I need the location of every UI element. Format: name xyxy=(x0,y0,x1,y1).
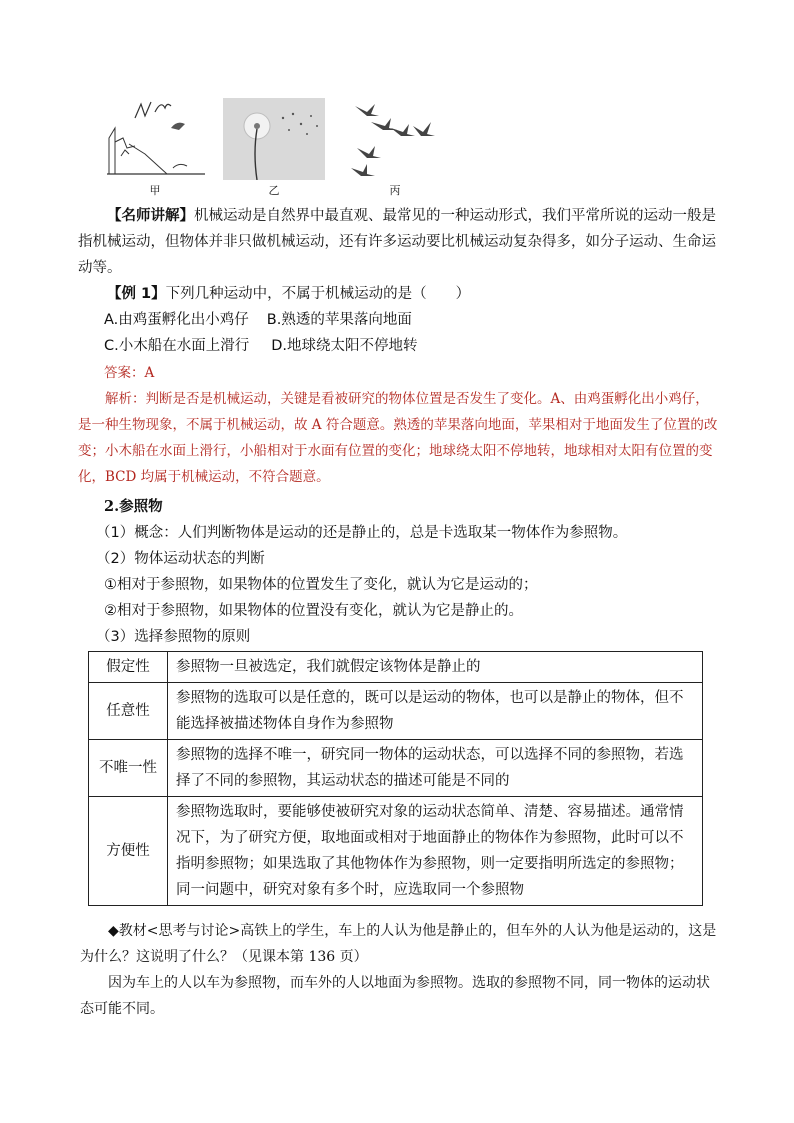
concept-item: （1）概念：人们判断物体是运动的还是静止的，总是卡选取某一物体作为参照物。 xyxy=(96,525,628,541)
table-value: 参照物的选择不唯一，研究同一物体的运动状态，可以选择不同的参照物，若选择了不同的参照物，其运动状态的描述可能是不同的 xyxy=(168,740,703,797)
example-question xyxy=(78,281,728,307)
table-key: 方便性 xyxy=(89,797,168,906)
teacher-explanation-text: 机械运动是自然界中最直观、最常见的一种运动形式，我们平常所说的运动一般是指机械运动，但物体并非只做机械运动，还有许多运动要比机械运动复杂得多，如分子运动、生命运动等。 xyxy=(78,208,716,276)
judgement-static: ②相对于参照物，如果物体的位置没有变化，就认为它是静止的。 xyxy=(104,603,523,619)
geese-flock-illustration xyxy=(345,98,445,180)
table-key: 不唯一性 xyxy=(89,740,168,797)
table-value: 参照物的选取可以是任意的，既可以是运动的物体，也可以是静止的物体，但不能选择被描述物体自身作为参照物 xyxy=(168,683,703,740)
principles-table xyxy=(88,651,703,906)
table-key: 任意性 xyxy=(89,683,168,740)
example-label: 【例 1】 xyxy=(107,286,166,302)
figure-bing xyxy=(345,98,445,197)
options-row-1 xyxy=(104,307,754,333)
section-heading: 2.参照物 xyxy=(104,498,163,515)
option-d: D.地球绕太阳不停地转 xyxy=(271,338,418,354)
teacher-explanation-paragraph xyxy=(78,203,728,281)
answer-line: 答案：A xyxy=(104,365,155,381)
analysis-paragraph: 解析：判断是否是机械运动，关键是看被研究的物体位置是否发生了变化。A、由鸡蛋孵化出小鸡仔，是一种生物现象，不属于机械运动，故 A 符合题意。熟透的苹果落向地面，苹果相对于地面发生了位置的改变；小木船在水面上滑行，小船相对于水面有位置的变化；地球绕太阳不停地转，地球相对太阳有位置的变化，BCD 均属于机械运动，不符合题意。 xyxy=(78,391,718,485)
figure-jia xyxy=(105,98,205,197)
caption-yi: 乙 xyxy=(268,184,280,197)
bird-flight-sequence-illustration xyxy=(105,98,205,180)
option-a: A.由鸡蛋孵化出小鸡仔 xyxy=(104,312,249,328)
textbook-question: ◆教材<思考与讨论>高铁上的学生，车上的人认为他是静止的，但车外的人认为他是运动的，这是为什么？这说明了什么？（见课本第 136 页） xyxy=(80,923,717,965)
table-value: 参照物一旦被选定，我们就假定该物体是静止的 xyxy=(168,652,703,683)
caption-jia: 甲 xyxy=(149,184,161,197)
options-row-2 xyxy=(104,333,754,359)
figure-yi xyxy=(223,98,325,197)
option-c: C.小木船在水面上滑行 xyxy=(104,338,250,354)
caption-bing: 丙 xyxy=(389,184,401,197)
table-row xyxy=(89,740,703,797)
table-row xyxy=(89,652,703,683)
option-b: B.熟透的苹果落向地面 xyxy=(266,312,412,328)
figure-row xyxy=(105,98,445,198)
example-question-text: 下列几种运动中，不属于机械运动的是（ ） xyxy=(165,286,471,302)
table-value: 参照物选取时，要能够使被研究对象的运动状态简单、清楚、容易描述。通常情况下，为了研究方便，取地面或相对于地面静止的物体作为参照物，此时可以不指明参照物；如果选取了其他物体作为参照物，则一定要指明所选定的参照物；同一问题中，研究对象有多个时，应选取同一个参照物 xyxy=(168,797,703,906)
table-row xyxy=(89,683,703,740)
table-key: 假定性 xyxy=(89,652,168,683)
judgement-item: （2）物体运动状态的判断 xyxy=(96,551,265,567)
judgement-moving: ①相对于参照物，如果物体的位置发生了变化，就认为它是运动的； xyxy=(104,577,538,593)
textbook-answer: 因为车上的人以车为参照物，而车外的人以地面为参照物。选取的参照物不同，同一物体的运动状态可能不同。 xyxy=(80,975,710,1017)
teacher-explanation-label: 【名师讲解】 xyxy=(107,208,194,224)
table-row xyxy=(89,797,703,906)
dandelion-photo-illustration xyxy=(223,98,325,180)
principles-item: （3）选择参照物的原则 xyxy=(96,629,251,645)
